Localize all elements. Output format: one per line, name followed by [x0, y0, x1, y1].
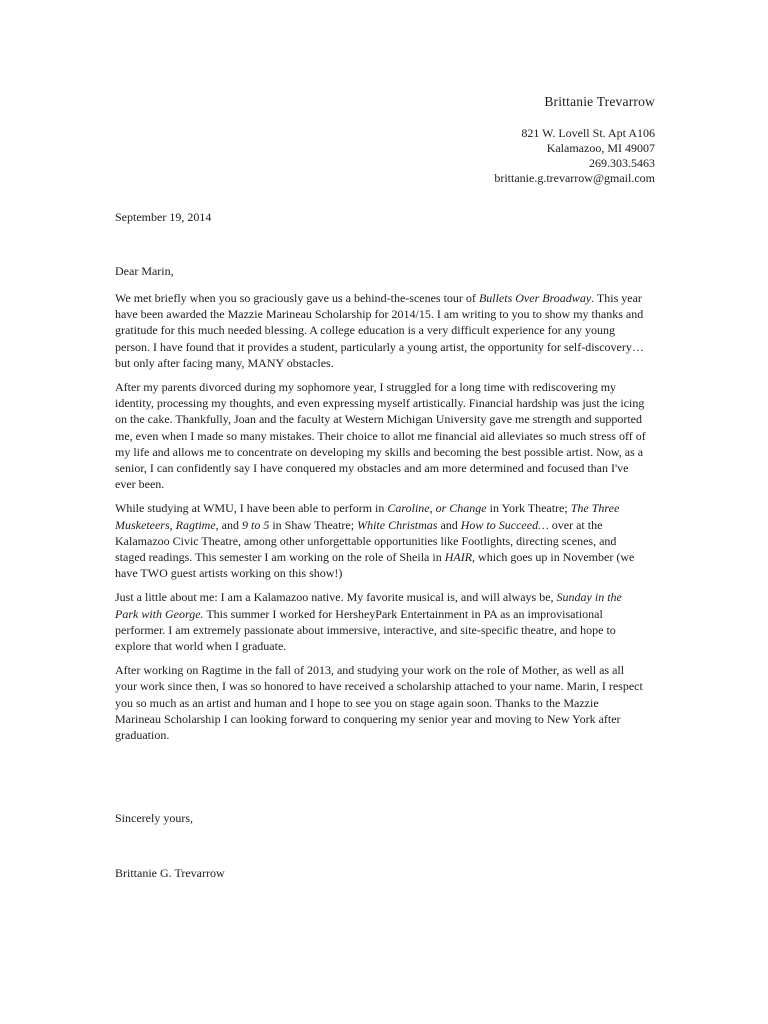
phone-number: 269.303.5463: [589, 156, 655, 170]
show-title: Sunday in the Park with George.: [115, 590, 622, 621]
letter-body: [115, 290, 647, 751]
text-run: in York Theatre;: [486, 501, 571, 516]
closing: Sincerely yours,: [115, 811, 193, 825]
text-run: We met briefly when you so graciously gave us a behind-the-scenes tour of: [115, 291, 479, 305]
show-title: Ragtime: [175, 517, 216, 532]
text-run: . This year have been awarded the Mazzie Marineau Scholarship for 2014/15. I am writing to you to show my thanks and gratitude for this much needed blessing. A college education is a very difficult experience for any young person. I have found that it provides a student, particularly a young artist, the opportunity for self-discovery…but only after facing many, MANY obstacles.: [115, 291, 644, 370]
text-run: over at the Kalamazoo Civic Theatre, among other unforgettable opportunities like Footlights, directing scenes, and staged readings. This semester I am working on the role of Sheila in: [115, 517, 617, 565]
text-run: and: [437, 517, 461, 532]
paragraph-2: After my parents divorced during my sophomore year, I struggled for a long time with rediscovering my identity, processing my thoughts, and even expressing myself artistically. Financial hardship was just the icing on the cake. Thankfully, Joan and the faculty at Western Michigan University gave me strength and supported me, even when I made so many mistakes. Their choice to allot me financial aid alleviates so much stress off of my life and allows me to concentrate on developing my skills and becoming the best possible artist. Now, as a senior, I can confidently say I have conquered my obstacles and am more determined and focused than I've ever been.: [115, 380, 646, 492]
show-title: White Christmas: [357, 517, 438, 532]
text-run: in Shaw Theatre;: [269, 517, 358, 532]
text-run: which goes up in November (we have TWO guest artists working on this show!): [115, 550, 635, 581]
address-line-1: 821 W. Lovell St. Apt A106: [521, 126, 655, 140]
paragraph-3: [115, 500, 647, 581]
text-run: ,: [169, 517, 176, 532]
text-run: While studying at WMU, I have been able to perform in: [115, 501, 388, 516]
letter-date: September 19, 2014: [115, 210, 212, 224]
email-address: brittanie.g.trevarrow@gmail.com: [494, 171, 655, 185]
show-title: 9 to 5: [241, 517, 270, 532]
show-title: How to Succeed…: [460, 517, 549, 532]
signature-name: Brittanie G. Trevarrow: [115, 866, 225, 880]
sender-name: Brittanie Trevarrow: [544, 94, 655, 109]
text-run: , and: [215, 517, 242, 532]
show-title: HAIR,: [444, 550, 476, 565]
sender-address-block: [494, 126, 655, 186]
salutation: Dear Marin,: [115, 264, 174, 278]
address-line-2: Kalamazoo, MI 49007: [546, 141, 655, 155]
paragraph-5: After working on Ragtime in the fall of 2013, and studying your work on the role of Mother, as well as all your work since then, I was so honored to have received a scholarship attached to your name. Marin, I respect you so much as an artist and human and I hope to see you on stage again soon. Thanks to the Mazzie Marineau Scholarship I can looking forward to conquering my senior year and moving to New York after graduation.: [115, 663, 643, 743]
paragraph-1: [115, 290, 647, 371]
show-title: The Three Musketeers: [115, 501, 620, 532]
text-run: This summer I worked for HersheyPark Entertainment in PA as an improvisational performer. I am extremely passionate about immersive, interactive, and site-specific theatre, and hope to explore that world when I graduate.: [115, 606, 616, 654]
paragraph-4: [115, 589, 647, 654]
show-title: Caroline, or Change: [387, 501, 487, 516]
show-title: Bullets Over Broadway: [478, 291, 592, 305]
text-run: Just a little about me: I am a Kalamazoo native. My favorite musical is, and will always be,: [115, 590, 557, 605]
